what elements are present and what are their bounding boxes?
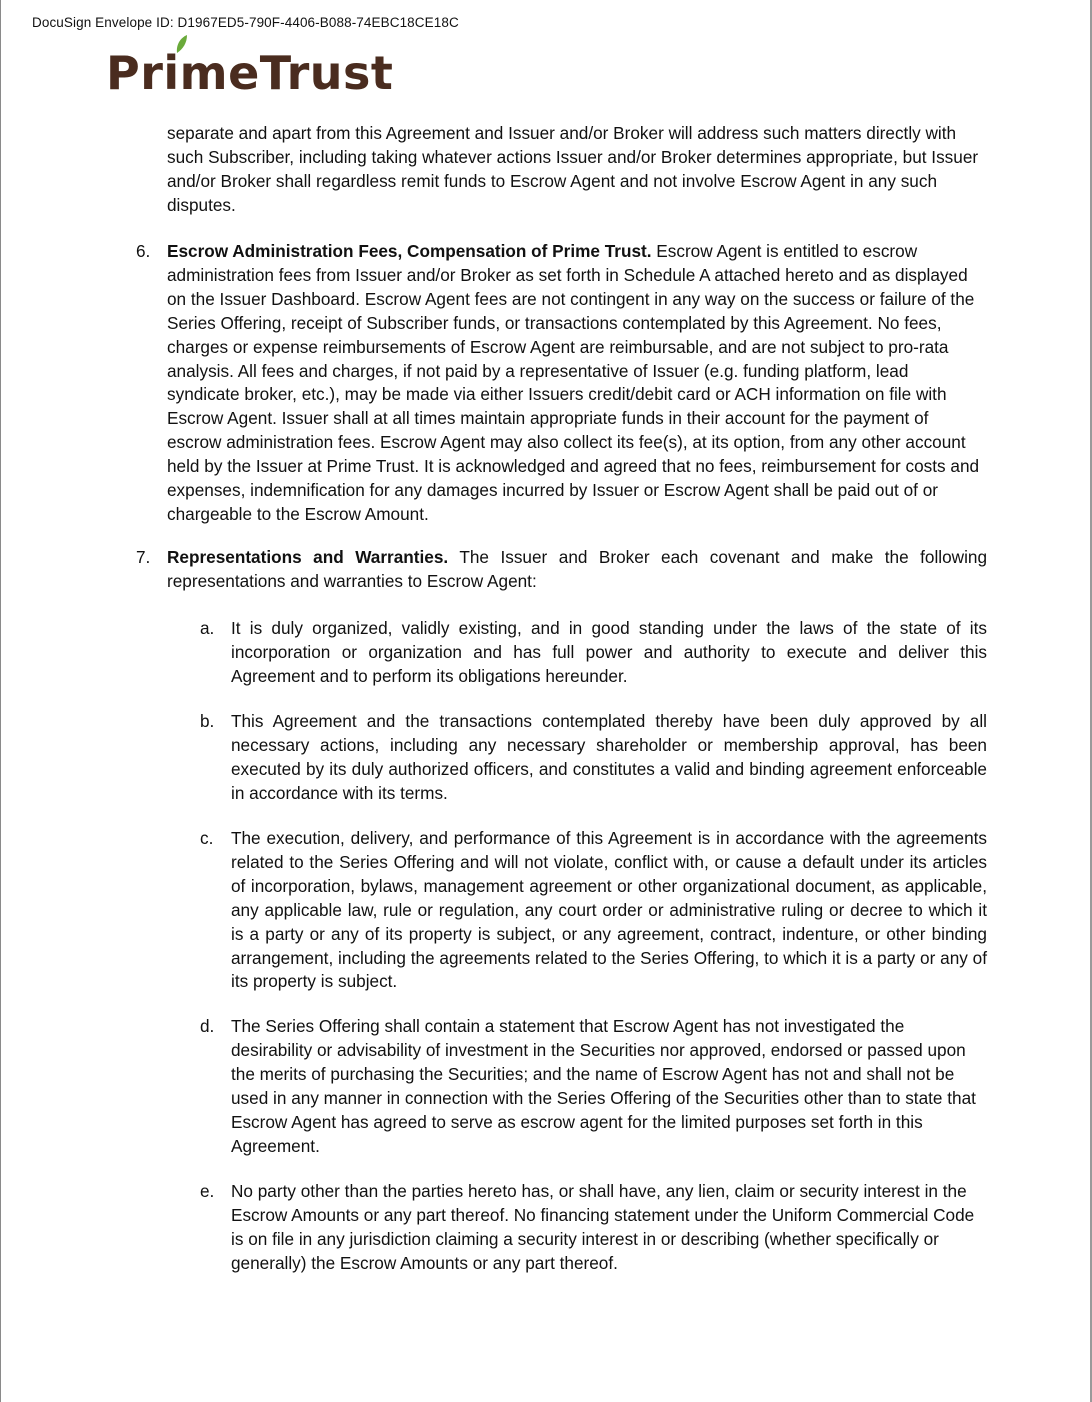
section-6-body: Escrow Agent is entitled to escrow administration fees from Issuer and/or Broker as set forth in Schedule A attached hereto and as displayed on the Issuer Dashboard. Escrow Agent fees are not contingent in any way on the success or failure of the Series Offering, receipt of Subscriber funds, or transactions contemplated by this Agreement. No fees, charges or expense reimbursements of Escrow Agent are reimbursable, and are not subject to pro-rata analysis. All fees and charges, if not paid by a representative of Issuer (e.g. funding platform, lead syndicate broker, etc.), may be made via either Issuers credit/debit card or ACH information on file with Escrow Agent. Issuer shall at all times maintain appropriate funds in their account for the payment of escrow administration fees. Escrow Agent may also collect its fee(s), at its option, from any other account held by the Issuer at Prime Trust. It is acknowledged and agreed that no fees, reimbursement for costs and expenses, indemnification for any damages incurred by Issuer or Escrow Agent shall be paid out of or chargeable to the Escrow Amount. xyxy=(167,241,980,524)
continuation-paragraph: separate and apart from this Agreement and Issuer and/or Broker will address such matters directly with such Subscriber, including taking whatever actions Issuer and/or Broker determines appropriate, but Issuer and/or Broker shall regardless remit funds to Escrow Agent and not involve Escrow Agent in any such disputes. xyxy=(167,123,979,215)
section-7-number: 7. xyxy=(136,547,151,567)
section-6-paragraph xyxy=(167,240,985,527)
subitem-a-letter: a. xyxy=(200,618,215,638)
primetrust-logo xyxy=(106,40,394,100)
docusign-envelope-id: DocuSign Envelope ID: D1967ED5-790F-4406-B088-74EBC18CE18C xyxy=(32,15,459,30)
leaf-icon xyxy=(175,34,188,54)
page-edge-left xyxy=(0,0,1,1402)
subitem-d-letter: d. xyxy=(200,1016,215,1036)
section-7-body: The Issuer and Broker each covenant and make the following representations and warranties to Escrow Agent: xyxy=(167,547,988,591)
section-6-heading: Escrow Administration Fees, Compensation of Prime Trust. xyxy=(167,241,652,261)
section-7-heading: Representations and Warranties. xyxy=(167,547,449,567)
subitem-a-text: It is duly organized, validly existing, and in good standing under the laws of the state of its incorporation or organization and has full power and authority to execute and deliver this Agreement and to perform its obligations hereunder. xyxy=(231,618,987,686)
section-7-paragraph xyxy=(167,546,987,594)
logo-text: PrimeTrust xyxy=(106,46,394,100)
subitem-b-letter: b. xyxy=(200,711,215,731)
subitem-c-letter: c. xyxy=(200,828,214,848)
subitem-c-text: The execution, delivery, and performance of this Agreement is in accordance with the agreements related to the Series Offering and will not violate, conflict with, or cause a default under its articles of incorporation, bylaws, management agreement or other organizational document, as applicable, any applicable law, rule or regulation, any court order or administrative ruling or decree to which it is a party or any of its property is subject, or any agreement, contract, indenture, or other binding arrangement, including the agreements related to the Series Offering, to which it is a party or any of its property is subject. xyxy=(231,828,987,992)
subitem-b-text: This Agreement and the transactions contemplated thereby have been duly approved by all necessary actions, including any necessary shareholder or membership approval, has been executed by its duly authorized officers, and constitutes a valid and binding agreement enforceable in accordance with its terms. xyxy=(231,711,987,803)
subitem-e-text: No party other than the parties hereto has, or shall have, any lien, claim or security interest in the Escrow Amounts or any part thereof. No financing statement under the Uniform Commercial Code is on file in any jurisdiction claiming a security interest in or describing (whether specifically or generally) the Escrow Amounts or any part thereof. xyxy=(231,1181,975,1273)
subitem-d-text: The Series Offering shall contain a statement that Escrow Agent has not investigated the desirability or advisability of investment in the Securities nor approved, endorsed or passed upon the merits of purchasing the Securities; and the name of Escrow Agent has not and shall not be used in any manner in connection with the Series Offering of the Securities other than to state that Escrow Agent has agreed to serve as escrow agent for the limited purposes set forth in this Agreement. xyxy=(231,1016,976,1156)
subitem-e-letter: e. xyxy=(200,1181,215,1201)
section-6-number: 6. xyxy=(136,241,151,261)
